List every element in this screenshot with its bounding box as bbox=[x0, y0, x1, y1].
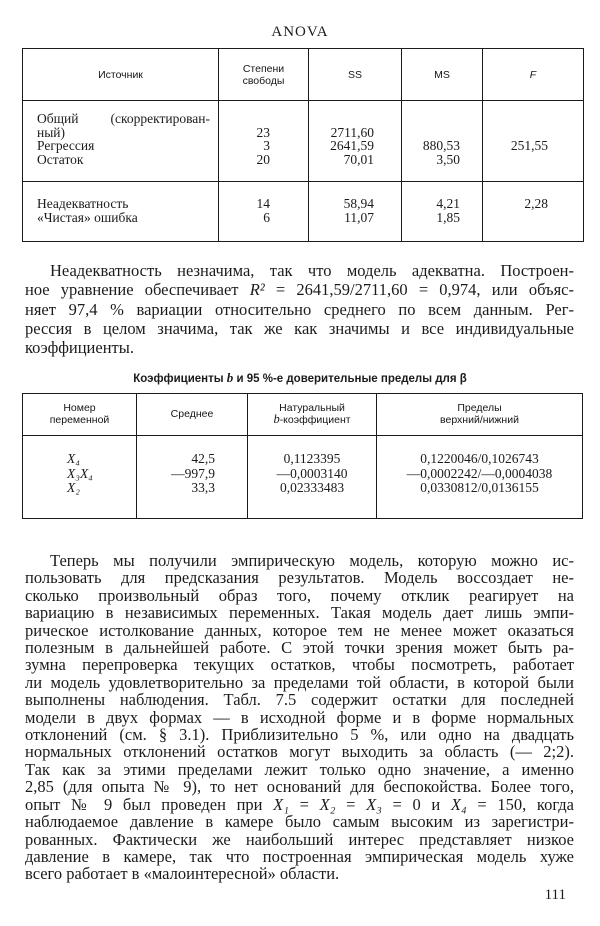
running-head: ANOVA bbox=[271, 24, 329, 40]
table-caption bbox=[0, 371, 600, 386]
text-line: Так как за этими пределами лежит только одно значение, а именно bbox=[25, 759, 574, 779]
ms-cell: 3,50 bbox=[402, 153, 483, 182]
variable-cell: X₂ bbox=[23, 481, 137, 518]
ms-cell: 880,53 bbox=[402, 139, 483, 153]
ss-cell: 2641,59 bbox=[309, 139, 402, 153]
df-cell: 14 bbox=[219, 182, 309, 211]
ms-cell: 1,85 bbox=[402, 211, 483, 242]
f-cell bbox=[483, 211, 584, 242]
table-row bbox=[23, 153, 584, 182]
limits-cell: —0,0002242/—0,0004038 bbox=[377, 467, 583, 482]
variable-cell: X₃X₄ bbox=[23, 467, 137, 482]
header-row bbox=[23, 394, 583, 436]
mean-cell: 42,5 bbox=[137, 436, 248, 467]
table-row bbox=[23, 182, 584, 211]
variable-symbol: X₁ bbox=[273, 794, 289, 814]
b-coefficient-cell: 0,02333483 bbox=[248, 481, 377, 518]
table-row bbox=[23, 467, 583, 482]
source-cell: «Чистая» ошибка bbox=[23, 211, 219, 242]
text-line: зумна перепроверка текущих остатков, чтобы посмотреть, работает bbox=[25, 655, 574, 675]
table-row bbox=[23, 481, 583, 518]
text-line: выполнены наблюдения. Табл. 7.5 содержит остатки для последней bbox=[25, 690, 574, 710]
caption-symbol-b: b bbox=[226, 370, 234, 385]
text-span: ное уравнение обеспечивает bbox=[25, 280, 250, 300]
source-cell bbox=[23, 101, 219, 140]
limits-cell: 0,0330812/0,0136155 bbox=[377, 481, 583, 518]
f-cell: 2,28 bbox=[483, 182, 584, 211]
b-coefficient-cell: —0,0003140 bbox=[248, 467, 377, 482]
header-ss: SS bbox=[309, 49, 402, 101]
r-squared-symbol: R² bbox=[249, 280, 265, 300]
header-f: F bbox=[483, 49, 584, 101]
header-df-line: свободы bbox=[242, 74, 285, 87]
text-line: Теперь мы получили эмпирическую модель, которую можно ис- bbox=[50, 551, 574, 570]
anova-table-header bbox=[23, 49, 584, 101]
header-limits bbox=[377, 394, 583, 436]
df-cell: 23 bbox=[219, 101, 309, 140]
source-cell: Неадекватность bbox=[23, 182, 219, 211]
header-line: Номер bbox=[63, 402, 96, 414]
variable-symbol: X₃ bbox=[366, 794, 382, 814]
text-line: модели в двух формах — в исходной форме и в форме нормальных bbox=[25, 707, 574, 727]
df-cell: 20 bbox=[219, 153, 309, 182]
table-row bbox=[23, 139, 584, 153]
coefficients-table-header bbox=[23, 394, 583, 436]
source-line: ный) bbox=[37, 124, 66, 140]
text-line bbox=[25, 280, 574, 299]
f-cell bbox=[483, 101, 584, 140]
f-cell bbox=[483, 153, 584, 182]
ms-cell: 4,21 bbox=[402, 182, 483, 211]
text-line: Неадекватность незначима, так что модель адекватна. Построен- bbox=[50, 261, 574, 280]
text-line bbox=[25, 796, 574, 813]
header-b-coefficient bbox=[248, 394, 377, 436]
variable-symbol: X₄ bbox=[450, 794, 467, 814]
header-line bbox=[248, 414, 376, 427]
text-span: = 0 и bbox=[381, 794, 451, 814]
header-variable bbox=[23, 394, 137, 436]
text-line: рическое истолкование данных, которое тем не менее может оказаться bbox=[25, 620, 574, 640]
text-line: ли модель удовлетворительно за пределами той области, в которой были bbox=[25, 672, 574, 692]
text-span: = 150, когда bbox=[466, 794, 574, 814]
page-number: 111 bbox=[544, 887, 566, 903]
text-line: нормальных отклонений остатков могут выходить за область (— 2;2). bbox=[25, 742, 574, 762]
paragraph-adequacy bbox=[25, 261, 574, 357]
source-cell: Остаток bbox=[23, 153, 219, 182]
text-line: вариацию в независимых переменных. Такая модель дает лишь эмпи- bbox=[25, 603, 574, 623]
header-df-line: Степени bbox=[242, 62, 285, 75]
header-line: Натуральный bbox=[279, 401, 345, 414]
variable-symbol: X₂ bbox=[319, 794, 336, 814]
header-line: верхний/нижний bbox=[440, 413, 519, 426]
table-row bbox=[23, 101, 584, 140]
source-line: Общий (скорректирован- bbox=[37, 111, 210, 126]
limits-cell: 0,1220046/0,1026743 bbox=[377, 436, 583, 467]
table-group-lack-of-fit bbox=[23, 182, 584, 242]
f-cell: 251,55 bbox=[483, 139, 584, 153]
text-line: сколько произвольный образ того, почему отклик реагирует на bbox=[25, 585, 574, 605]
text-line: пользовать для предсказания результатов. Модель воссоздает не- bbox=[25, 568, 574, 588]
header-source: Источник bbox=[23, 49, 219, 101]
text-span: = bbox=[288, 794, 320, 814]
text-line: 2,85 (для опыта № 9), то нет оснований для беспокойства. Более того, bbox=[25, 777, 574, 797]
b-coefficient-cell: 0,1123395 bbox=[248, 436, 377, 467]
mean-cell: —997,9 bbox=[137, 467, 248, 482]
table-row bbox=[23, 436, 583, 467]
mean-cell: 33,3 bbox=[137, 481, 248, 518]
variable-cell: X₄ bbox=[23, 436, 137, 467]
text-line: наблюдаемое давление в камере было самым высоким из зарегистри- bbox=[25, 812, 574, 832]
text-line: рованных. Фактически же наибольший интерес представляет низкое bbox=[25, 829, 574, 849]
table-group-regression bbox=[23, 101, 584, 182]
header-symbol-b: b bbox=[273, 412, 280, 426]
df-cell: 3 bbox=[219, 139, 309, 153]
table-row bbox=[23, 211, 584, 242]
ms-cell bbox=[402, 101, 483, 140]
coefficients-table bbox=[22, 393, 583, 519]
ss-cell: 58,94 bbox=[309, 182, 402, 211]
ss-cell: 2711,60 bbox=[309, 101, 402, 140]
ss-cell: 70,01 bbox=[309, 153, 402, 182]
header-line: Пределы bbox=[457, 402, 502, 414]
source-cell: Регрессия bbox=[23, 139, 219, 153]
text-line: всего работает в «малоинтересной» области. bbox=[25, 864, 340, 884]
text-line: коэффициенты. bbox=[25, 338, 134, 358]
header-row bbox=[23, 49, 584, 101]
caption-text: Коэффициенты bbox=[133, 373, 227, 385]
caption-text: и 95 %-е доверительные пределы для β bbox=[233, 373, 467, 385]
header-degrees-of-freedom bbox=[219, 49, 309, 101]
text-span: = 2641,59/2711,60 = 0,974, или объяс- bbox=[264, 280, 574, 300]
header-mean: Среднее bbox=[137, 394, 248, 436]
text-line: давление в камере, так что построенная эмпирическая модель хуже bbox=[25, 846, 574, 866]
header-ms: MS bbox=[402, 49, 483, 101]
paragraph-empirical-model bbox=[25, 552, 574, 883]
text-span: опыт № 9 был проведен при bbox=[25, 794, 274, 814]
header-line: переменной bbox=[49, 413, 110, 426]
ss-cell: 11,07 bbox=[309, 211, 402, 242]
text-span: = bbox=[335, 794, 367, 814]
text-line: полезным в дальнейшей работе. С этой точки зрения может быть ра- bbox=[25, 638, 574, 658]
text-line: рессия в целом значима, так же как значимы и все индивидуальные bbox=[25, 318, 574, 338]
text-line: няет 97,4 % вариации относительно среднего по всем данным. Рег- bbox=[25, 299, 574, 319]
text-line: отклонений (см. § 3.1). Приблизительно 5 %, или одно на двадцать bbox=[25, 725, 574, 745]
coefficients-table-body bbox=[23, 436, 583, 519]
df-cell: 6 bbox=[219, 211, 309, 242]
header-text: -коэффициент bbox=[279, 414, 351, 426]
anova-table bbox=[22, 48, 584, 242]
